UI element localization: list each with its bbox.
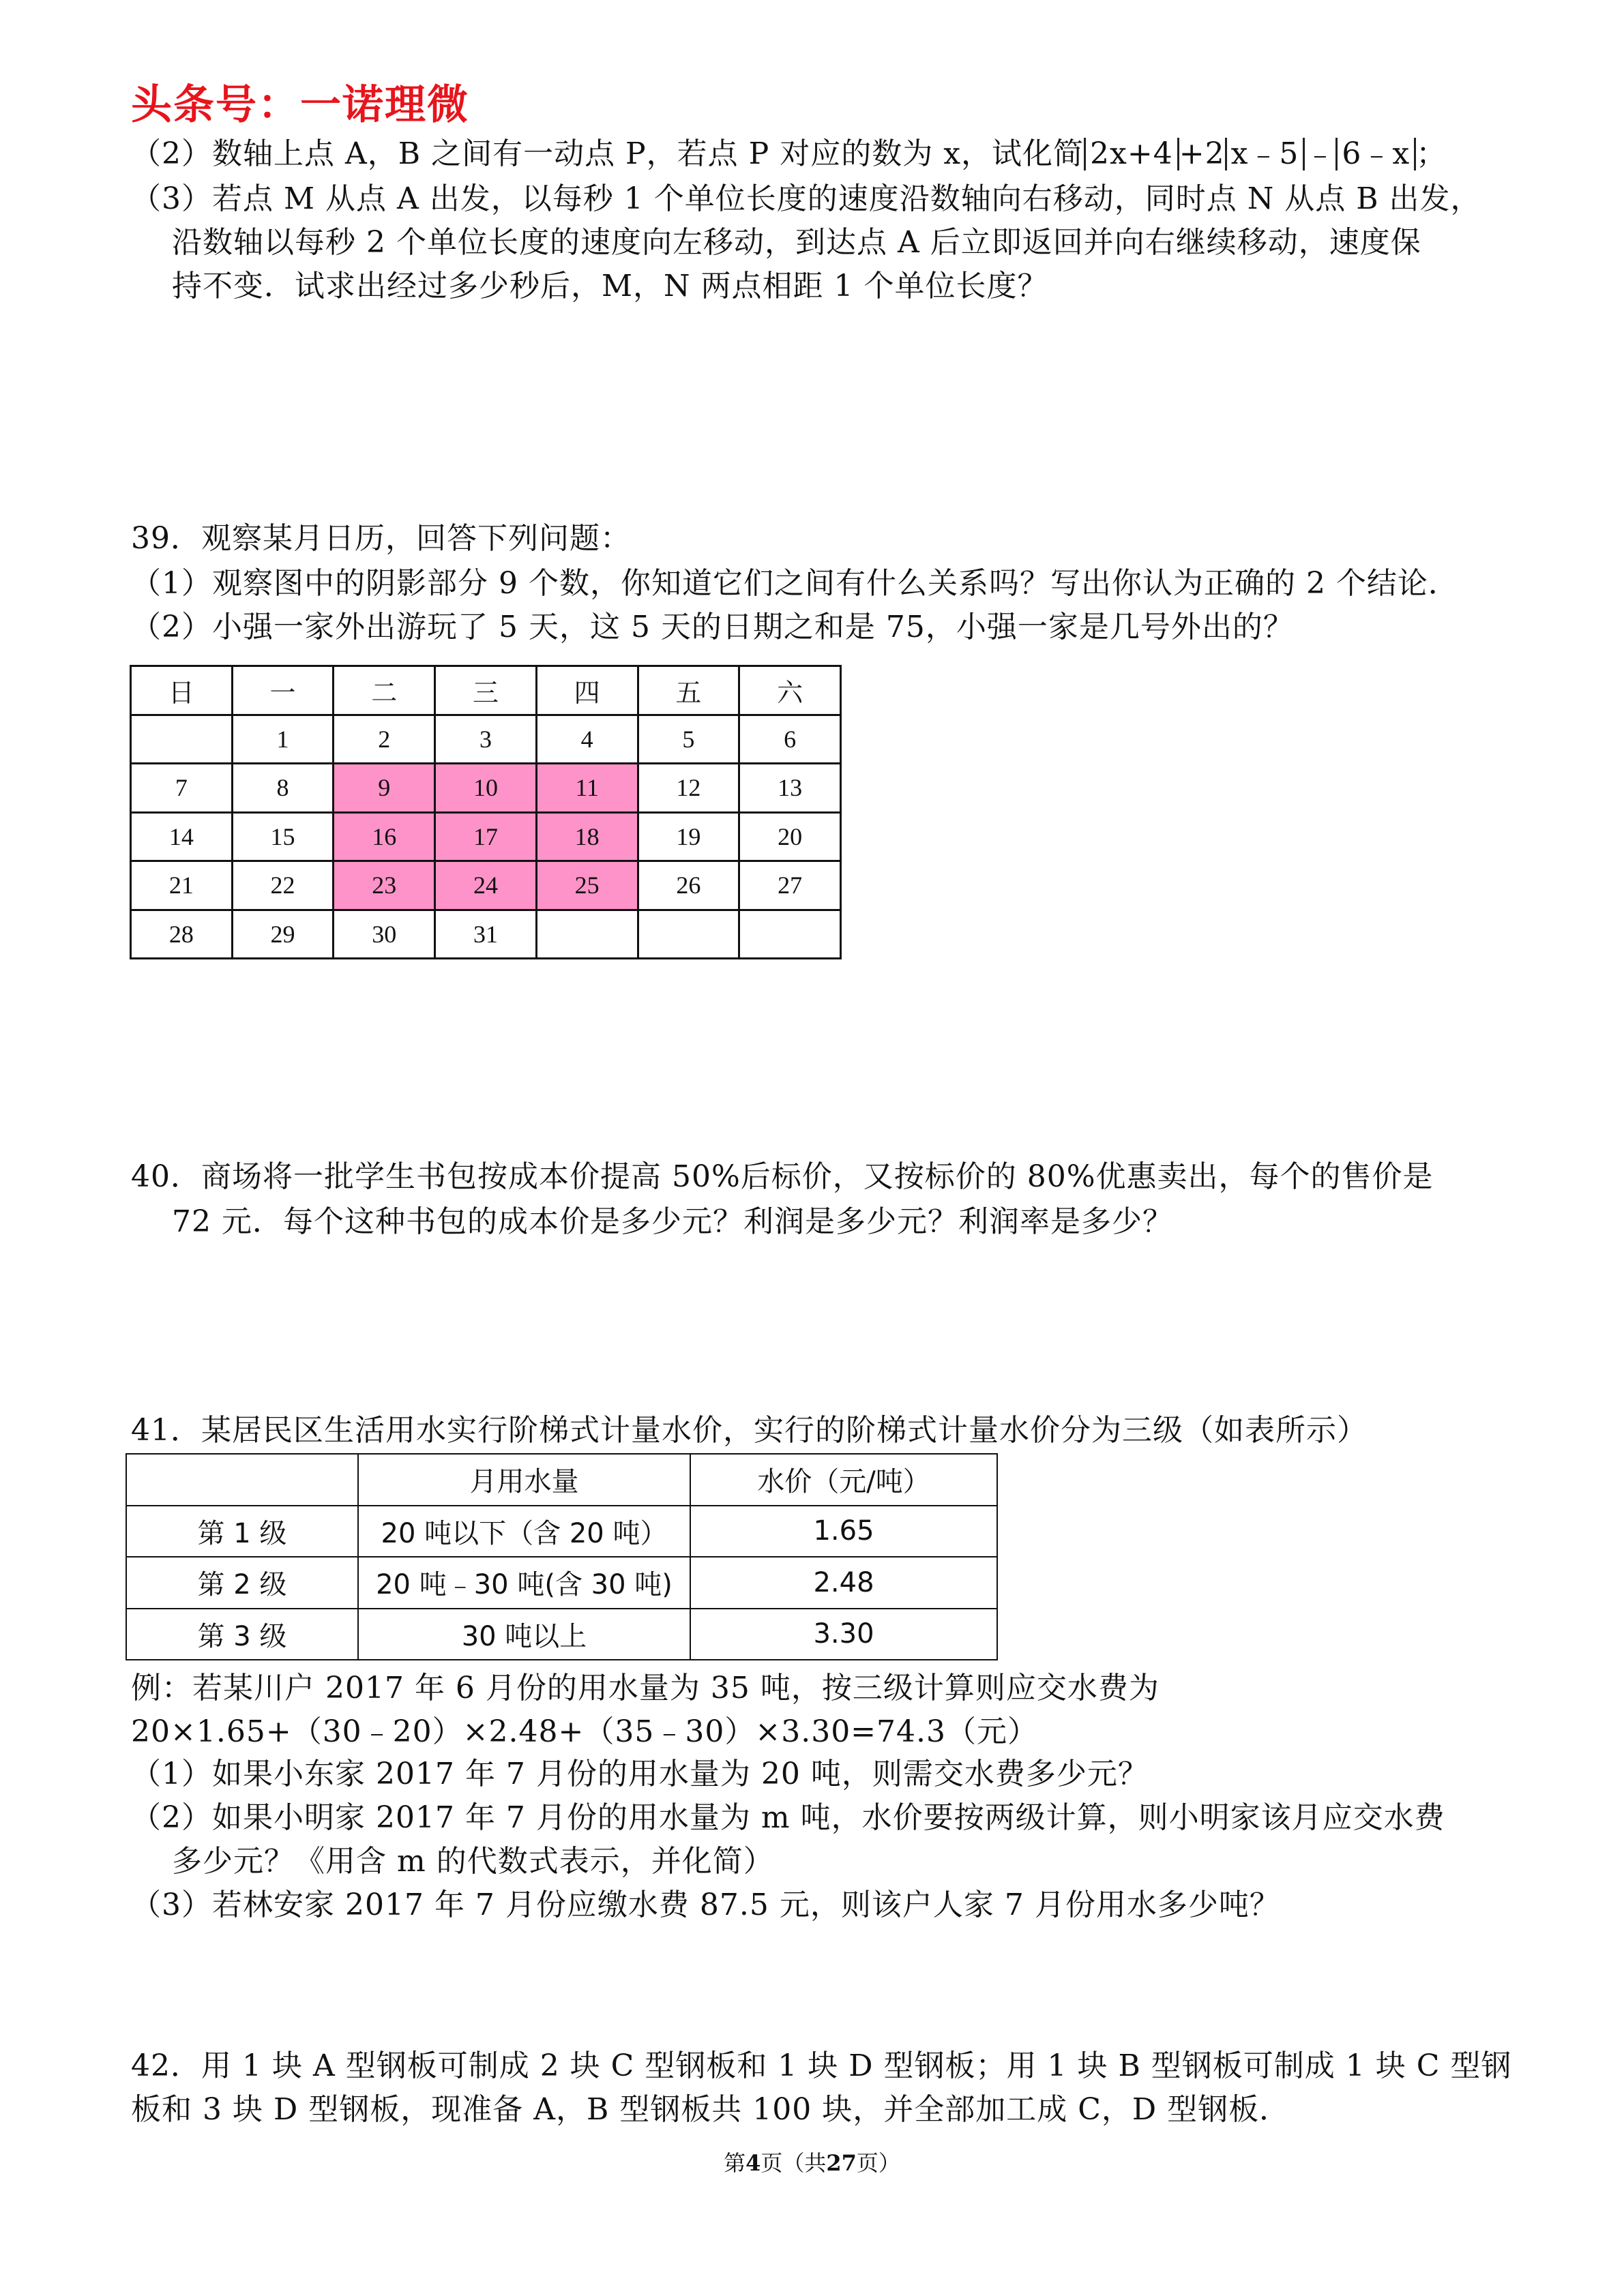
calendar-cell: 14	[131, 812, 233, 861]
calendar-cell: 19	[638, 812, 739, 861]
calendar-cell: 12	[638, 764, 739, 813]
calendar-week-row	[131, 764, 841, 813]
header-monthly-usage: 月用水量	[358, 1454, 690, 1506]
footer-middle: 页（共	[761, 2150, 827, 2176]
calendar-table	[130, 665, 842, 959]
calendar-cell-shaded: 16	[334, 812, 435, 861]
tier-price: 3.30	[690, 1609, 997, 1660]
header-water-price: 水价（元/吨）	[690, 1454, 997, 1506]
calendar-cell-shaded: 17	[435, 812, 537, 861]
calendar-cell	[638, 910, 739, 959]
weekday-sun: 日	[131, 666, 233, 715]
table-row	[126, 1506, 997, 1557]
tier-price: 2.48	[690, 1557, 997, 1609]
table-row	[126, 1609, 997, 1660]
water-table-header-row	[126, 1454, 997, 1506]
q38-part3-line1: （3）若点 M 从点 A 出发，以每秒 1 个单位长度的速度沿数轴向右移动，同时点 N 从点 B 出发，	[131, 181, 1481, 216]
q41-part1: （1）如果小东家 2017 年 7 月份的用水量为 20 吨，则需交水费多少元？	[131, 1757, 1149, 1791]
weekday-fri: 五	[638, 666, 739, 715]
q40-line2: 72 元．每个这种书包的成本价是多少元？利润是多少元？利润率是多少？	[172, 1204, 1173, 1239]
calendar-cell: 27	[739, 861, 841, 910]
calendar-cell	[739, 910, 841, 959]
calendar-cell: 3	[435, 715, 537, 764]
q39-part2: （2）小强一家外出游玩了 5 天，这 5 天的日期之和是 75，小强一家是几号外出的？	[131, 610, 1294, 644]
tier-usage: 30 吨以上	[358, 1609, 690, 1660]
tier-label: 第 1 级	[126, 1506, 358, 1557]
calendar-week-row	[131, 812, 841, 861]
tier-label: 第 2 级	[126, 1557, 358, 1609]
calendar-cell-shaded: 25	[536, 861, 638, 910]
calendar-cell-shaded: 11	[536, 764, 638, 813]
calendar-cell: 31	[435, 910, 537, 959]
calendar-cell-shaded: 10	[435, 764, 537, 813]
page-footer	[0, 2148, 1624, 2178]
abs-expr-2: x﹣5	[1225, 138, 1305, 170]
q38-part3-line3: 持不变．试求出经过多少秒后，M，N 两点相距 1 个单位长度？	[172, 269, 1048, 303]
q42-line2: 板和 3 块 D 型钢板，现准备 A，B 型钢板共 100 块，并全部加工成 C，D 型钢板．	[131, 2092, 1290, 2127]
q41-part2-line2: 多少元？《用含 m 的代数式表示，并化简）	[172, 1844, 774, 1879]
calendar-cell: 29	[232, 910, 334, 959]
q41-title: 41．某居民区生活用水实行阶梯式计量水价，实行的阶梯式计量水价分为三级（如表所示）	[131, 1413, 1368, 1448]
calendar-cell: 20	[739, 812, 841, 861]
q41-part3: （3）若林安家 2017 年 7 月份应缴水费 87.5 元，则该户人家 7 月份用水多少吨？	[131, 1888, 1280, 1922]
calendar-week-row	[131, 861, 841, 910]
table-row	[126, 1557, 997, 1609]
calendar-cell: 1	[232, 715, 334, 764]
coef-2: +2	[1179, 136, 1225, 171]
calendar-cell: 21	[131, 861, 233, 910]
calendar-cell-shaded: 23	[334, 861, 435, 910]
q38-part2	[131, 134, 1447, 175]
calendar-cell: 28	[131, 910, 233, 959]
calendar-cell	[131, 715, 233, 764]
q38-part2-text: （2）数轴上点 A，B 之间有一动点 P，若点 P 对应的数为 x，试化简	[131, 136, 1084, 171]
footer-total-pages: 27	[826, 2150, 857, 2176]
calendar-cell-shaded: 18	[536, 812, 638, 861]
calendar-cell: 22	[232, 861, 334, 910]
weekday-tue: 二	[334, 666, 435, 715]
q41-part2-line1: （2）如果小明家 2017 年 7 月份的用水量为 m 吨，水价要按两级计算，则小明家该月应交水费	[131, 1800, 1445, 1835]
q41-example-line1: 例：若某川户 2017 年 6 月份的用水量为 35 吨，按三级计算则应交水费为	[131, 1671, 1160, 1705]
brand-watermark: 头条号：一诺理微	[131, 81, 469, 129]
abs-expr-1: 2x+4	[1084, 138, 1179, 170]
calendar-cell: 2	[334, 715, 435, 764]
calendar-cell: 26	[638, 861, 739, 910]
calendar-week-row	[131, 715, 841, 764]
calendar-header-row	[131, 666, 841, 715]
q39-part1: （1）观察图中的阴影部分 9 个数，你知道它们之间有什么关系吗？写出你认为正确的 2 个结论．	[131, 566, 1459, 601]
calendar-cell: 15	[232, 812, 334, 861]
weekday-wed: 三	[435, 666, 537, 715]
footer-page-number: 4	[745, 2150, 761, 2176]
calendar-cell-shaded: 24	[435, 861, 537, 910]
tier-label: 第 3 级	[126, 1609, 358, 1660]
calendar-week-row	[131, 910, 841, 959]
calendar-cell	[536, 910, 638, 959]
q41-example-line2: 20×1.65+（30﹣20）×2.48+（35﹣30）×3.30=74.3（元）	[131, 1714, 1039, 1749]
weekday-thu: 四	[536, 666, 638, 715]
weekday-mon: 一	[232, 666, 334, 715]
q42-line1: 42．用 1 块 A 型钢板可制成 2 块 C 型钢板和 1 块 D 型钢板；用 1 块 B 型钢板可制成 1 块 C 型钢	[131, 2048, 1512, 2083]
q40-line1: 40．商场将一批学生书包按成本价提高 50%后标价，又按标价的 80%优惠卖出，每个的售价是	[131, 1159, 1434, 1194]
calendar-cell: 6	[739, 715, 841, 764]
calendar-cell: 5	[638, 715, 739, 764]
minus-sign: ﹣	[1305, 136, 1336, 171]
calendar-cell: 13	[739, 764, 841, 813]
calendar-cell: 4	[536, 715, 638, 764]
tier-price: 1.65	[690, 1506, 997, 1557]
tier-usage: 20 吨﹣30 吨(含 30 吨)	[358, 1557, 690, 1609]
abs-expr-3: 6﹣x	[1335, 138, 1416, 170]
water-price-table	[126, 1453, 998, 1660]
weekday-sat: 六	[739, 666, 841, 715]
calendar-cell: 8	[232, 764, 334, 813]
footer-prefix: 第	[724, 2150, 746, 2176]
calendar-cell-shaded: 9	[334, 764, 435, 813]
calendar-cell: 30	[334, 910, 435, 959]
footer-suffix: 页）	[856, 2150, 900, 2176]
header-empty	[126, 1454, 358, 1506]
calendar-cell: 7	[131, 764, 233, 813]
q38-part3-line2: 沿数轴以每秒 2 个单位长度的速度向左移动，到达点 A 后立即返回并向右继续移动，速度保	[172, 225, 1421, 260]
tier-usage: 20 吨以下（含 20 吨）	[358, 1506, 690, 1557]
q39-title: 39．观察某月日历，回答下列问题：	[131, 521, 631, 556]
semicolon: ；	[1416, 136, 1447, 171]
